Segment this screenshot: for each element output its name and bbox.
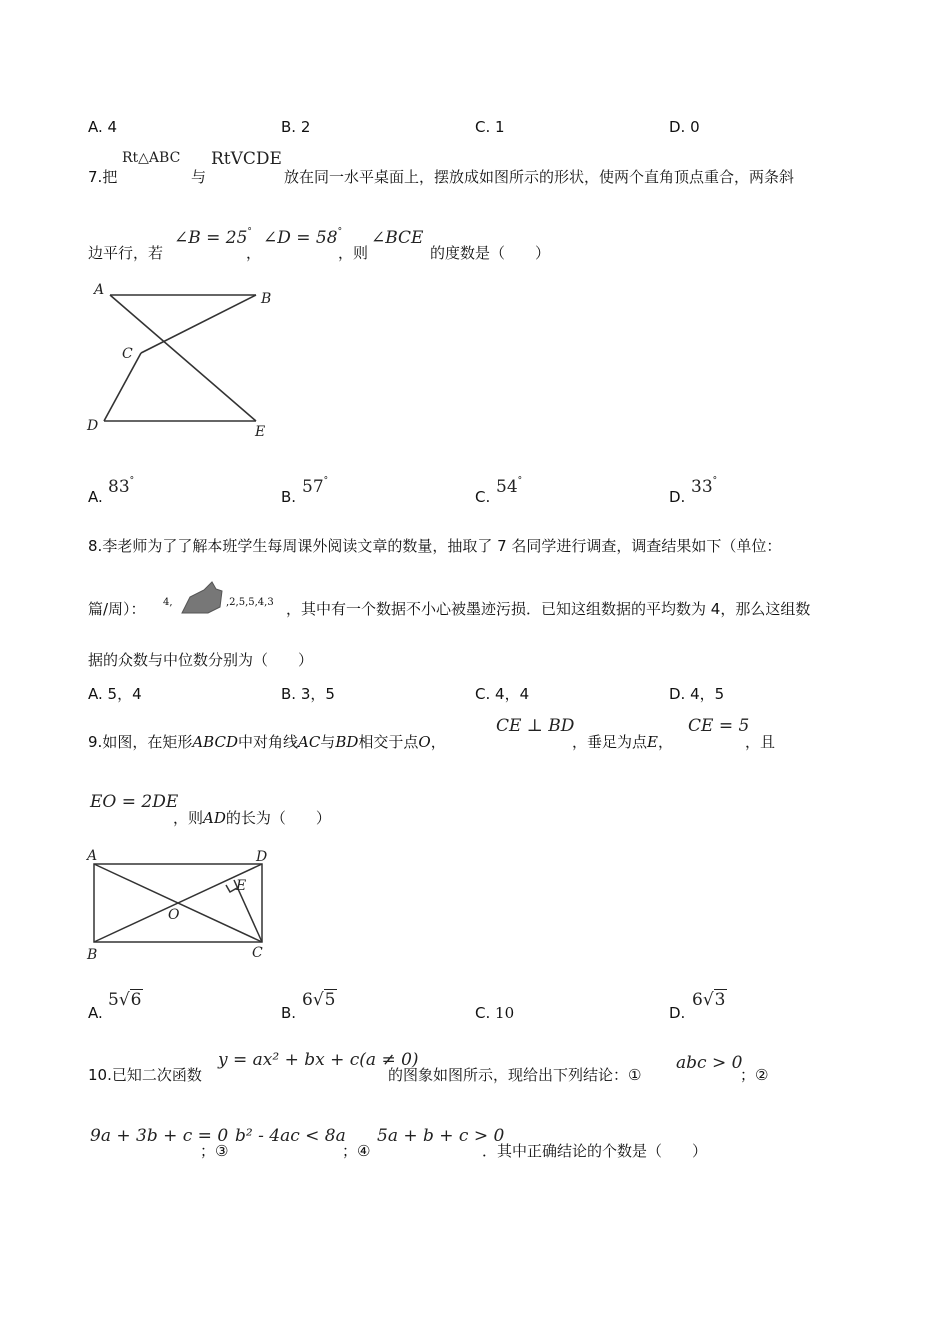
label-a: A: [87, 848, 98, 864]
label-c: C: [122, 346, 133, 362]
q9-option-d-value: 6√3: [692, 990, 726, 1010]
q8-line1: 8.李老师为了了解本班学生每周课外阅读文章的数量，抽取了 7 名同学进行调查，调查结果如下（单位：: [88, 537, 782, 555]
q8-data-first: 4,: [163, 597, 173, 608]
label-e: E: [255, 424, 266, 440]
q7-comma: ，: [246, 244, 262, 262]
q7-tri2: RtVCDE: [211, 149, 282, 169]
q7-option-c: C.: [475, 488, 491, 506]
q9-option-a-value: 5√6: [108, 990, 142, 1010]
q7-option-b: B.: [281, 488, 297, 506]
q7-angle-b: ∠B = 25°: [174, 227, 252, 248]
q9-option-b-value: 6√5: [302, 990, 336, 1010]
q10-conclusion-3: b² - 4ac < 8a: [235, 1126, 346, 1146]
q9-figure: [84, 846, 284, 966]
label-c: C: [252, 945, 263, 961]
q8-option-d: D. 4，5: [669, 685, 725, 703]
q9-ce-eq: CE = 5: [688, 716, 750, 736]
q10-conclusion-4: 5a + b + c > 0: [377, 1126, 505, 1146]
q10-conclusion-2: 9a + 3b + c = 0: [90, 1126, 229, 1146]
q7-line2-post: 的度数是（ ）: [430, 244, 551, 262]
q8-line2-post: ，其中有一个数据不小心被墨迹污损．已知这组数据的平均数为 4，那么这组数: [286, 600, 811, 618]
ink-blot-icon: [178, 580, 226, 616]
q9-line2: ，则AD的长为（ ）: [173, 809, 331, 827]
q7-then: ，则: [338, 244, 369, 262]
q9-eo-eq: EO = 2DE: [90, 792, 179, 812]
q9-option-c: C. 10: [475, 1004, 515, 1022]
q8-line2-pre: 篇/周）：: [88, 600, 146, 618]
q9-option-b: B.: [281, 1004, 297, 1022]
segment-bc: [141, 295, 256, 353]
q9-option-a: A.: [88, 1004, 103, 1022]
q9-line1-e: ，垂足为点E，: [572, 733, 673, 751]
q7-rest1: 放在同一水平桌面上，摆放成如图所示的形状，使两个直角顶点重合，两条斜: [284, 168, 795, 186]
q10-sep-2: ；②: [740, 1066, 769, 1084]
q7-option-a: A.: [88, 488, 103, 506]
label-a: A: [94, 282, 105, 298]
q10-line1-pre: 10.已知二次函数: [88, 1066, 202, 1084]
label-d: D: [87, 418, 99, 434]
q7-angle-bce: ∠BCE: [371, 228, 424, 248]
q6-option-d: D. 0: [669, 118, 700, 136]
q7-option-b-value: 57°: [302, 476, 329, 497]
q10-sep-4: ；④: [342, 1142, 371, 1160]
q7-option-d-value: 33°: [691, 476, 718, 497]
label-e: E: [236, 878, 247, 894]
q7-figure: [84, 280, 284, 440]
q10-conclusion-1: abc > 0: [676, 1053, 743, 1073]
q7-mid: 与: [191, 168, 207, 186]
q7-option-d: D.: [669, 488, 686, 506]
q8-option-c: C. 4，4: [475, 685, 530, 703]
label-b: B: [261, 291, 272, 307]
q7-tri1: Rt△ABC: [122, 150, 181, 166]
q10-line2-end: ．其中正确结论的个数是（ ）: [482, 1142, 708, 1160]
segment-cd: [104, 353, 141, 421]
q8-option-a: A. 5，4: [88, 685, 142, 703]
q7-line1: 7.把: [88, 168, 118, 186]
q10-line1-mid: 的图象如图所示，现给出下列结论：①: [388, 1066, 642, 1084]
q8-data-rest: ,2,5,5,4,3: [226, 597, 274, 608]
q6-option-c: C. 1: [475, 118, 505, 136]
q10-sep-3: ；③: [200, 1142, 229, 1160]
q8-option-b: B. 3，5: [281, 685, 335, 703]
q7-option-c-value: 54°: [496, 476, 523, 497]
q9-line1-f: ，且: [745, 733, 776, 751]
q10-function: y = ax² + bx + c(a ≠ 0): [218, 1050, 419, 1070]
q8-line3: 据的众数与中位数分别为（ ）: [88, 651, 314, 669]
q7-angle-d: ∠D = 58°: [263, 227, 343, 248]
q7-line2-pre: 边平行，若: [88, 244, 164, 262]
label-o: O: [168, 907, 180, 923]
q9-line1: 9.如图，在矩形ABCD中对角线AC与BD相交于点O，: [88, 733, 446, 751]
q9-ce-perp: CE ⊥ BD: [496, 716, 575, 736]
label-d: D: [256, 849, 268, 865]
q6-option-b: B. 2: [281, 118, 311, 136]
q9-option-d: D.: [669, 1004, 686, 1022]
q6-option-a: A. 4: [88, 118, 118, 136]
label-b: B: [87, 947, 98, 963]
q7-option-a-value: 83°: [108, 476, 135, 497]
